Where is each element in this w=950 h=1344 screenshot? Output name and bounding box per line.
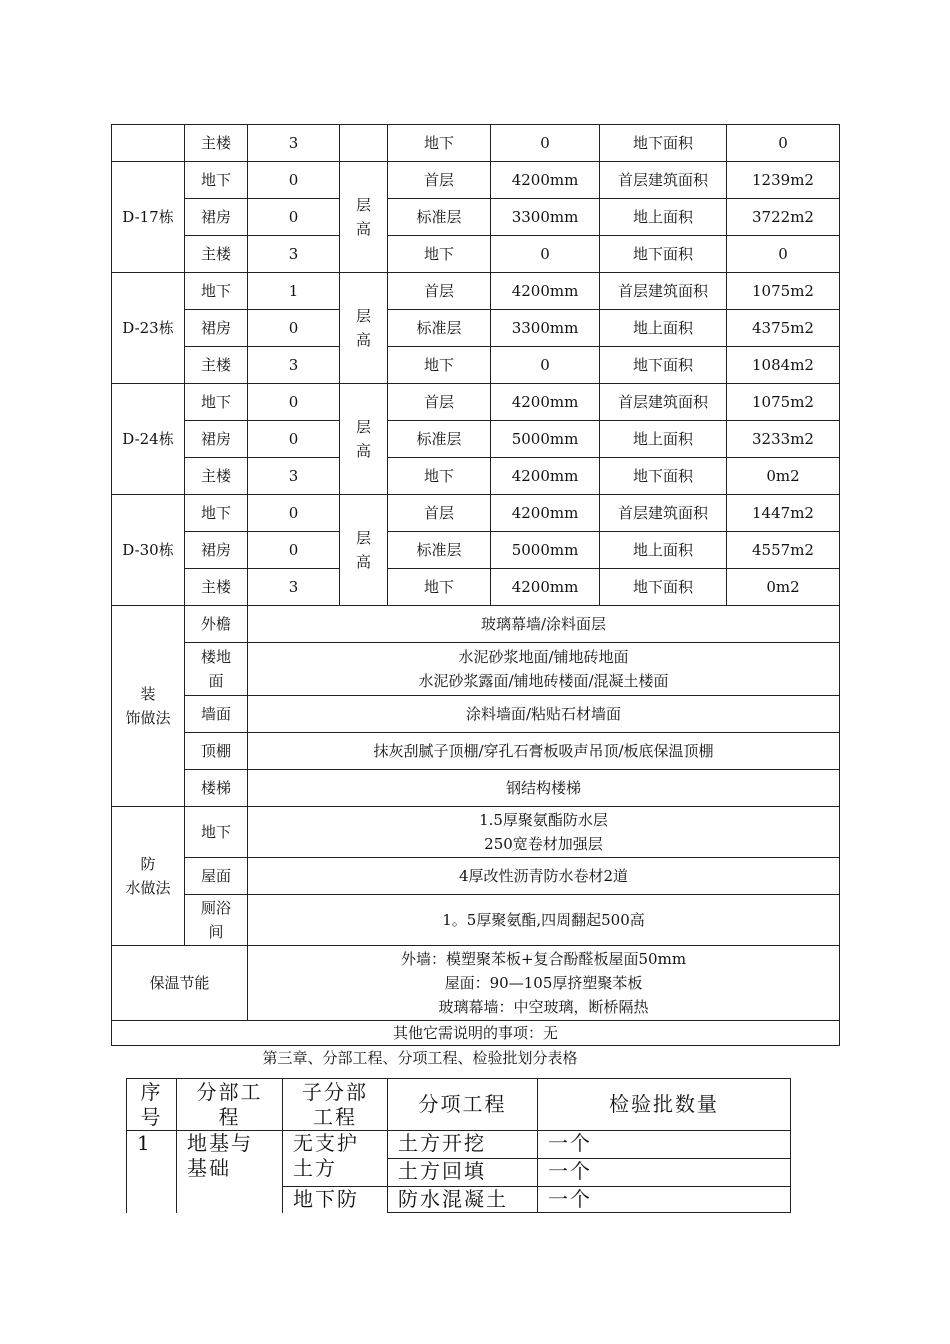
above-ground-area-value: 3722m2 — [727, 199, 840, 236]
underground-height-value: 0 — [491, 236, 600, 273]
division-row — [127, 1131, 791, 1159]
podium-value: 0 — [248, 310, 340, 347]
decoration-item-label: 外檐 — [185, 606, 248, 643]
first-floor-label: 首层 — [388, 162, 491, 199]
insulation-content: 外墙：模塑聚苯板+复合酚醛板屋面50mm 屋面：90—105厚挤塑聚苯板 玻璃幕墙：中空玻璃，断桥隔热 — [248, 946, 840, 1021]
decoration-row — [112, 733, 840, 770]
underground-area-value: 1084m2 — [727, 347, 840, 384]
waterproof-row — [112, 807, 840, 858]
waterproof-item-label: 地下 — [185, 807, 248, 858]
standard-floor-height: 5000mm — [491, 532, 600, 569]
main-building-label: 主楼 — [185, 347, 248, 384]
waterproof-item-content: 1。5厚聚氨酯,四周翻起500高 — [248, 895, 840, 946]
building-name: D-17栋 — [112, 162, 185, 273]
decoration-item-content: 玻璃幕墙/涂料面层 — [248, 606, 840, 643]
underground-area-label: 地下面积 — [600, 458, 727, 495]
first-floor-area-value: 1075m2 — [727, 384, 840, 421]
podium-label: 裙房 — [185, 199, 248, 236]
first-floor-area-label: 首层建筑面积 — [600, 495, 727, 532]
decoration-item-content: 钢结构楼梯 — [248, 770, 840, 807]
underground-value: 0 — [248, 162, 340, 199]
waterproof-row — [112, 895, 840, 946]
underground-height-label: 地下 — [388, 569, 491, 606]
underground-height-value: 0 — [491, 125, 600, 162]
first-floor-area-label: 首层建筑面积 — [600, 384, 727, 421]
underground-height-label: 地下 — [388, 236, 491, 273]
main-building-label: 主楼 — [185, 458, 248, 495]
decoration-item-label: 楼地 面 — [185, 643, 248, 696]
building-name: D-24栋 — [112, 384, 185, 495]
building-row — [112, 347, 840, 384]
standard-floor-label: 标准层 — [388, 310, 491, 347]
main-building-value: 3 — [248, 125, 340, 162]
header-division: 分部工 程 — [177, 1079, 283, 1131]
decoration-item-label: 顶棚 — [185, 733, 248, 770]
underground-label: 地下 — [185, 384, 248, 421]
project-overview-table — [111, 124, 840, 1046]
header-subdivision: 子分部 工程 — [283, 1079, 388, 1131]
top-continuation-row — [112, 125, 840, 162]
first-floor-area-value: 1239m2 — [727, 162, 840, 199]
standard-floor-height: 5000mm — [491, 421, 600, 458]
decoration-row — [112, 606, 840, 643]
underground-value: 0 — [248, 384, 340, 421]
row-item: 土方回填 — [388, 1159, 538, 1187]
underground-value: 0 — [248, 495, 340, 532]
underground-height-value: 4200mm — [491, 458, 600, 495]
decoration-item-label: 楼梯 — [185, 770, 248, 807]
first-floor-height: 4200mm — [491, 273, 600, 310]
underground-area-label: 地下面积 — [600, 236, 727, 273]
decoration-row — [112, 696, 840, 733]
row-item: 防水混凝土 — [388, 1187, 538, 1213]
underground-height-label: 地下 — [388, 347, 491, 384]
notes-row — [112, 1021, 840, 1046]
waterproof-item-label: 屋面 — [185, 858, 248, 895]
underground-area-value: 0 — [727, 125, 840, 162]
main-building-value: 3 — [248, 236, 340, 273]
waterproof-item-content: 4厚改性沥青防水卷材2道 — [248, 858, 840, 895]
header-batch-count: 检验批数量 — [538, 1079, 791, 1131]
first-floor-area-label: 首层建筑面积 — [600, 273, 727, 310]
underground-area-label: 地下面积 — [600, 347, 727, 384]
decoration-row — [112, 643, 840, 696]
above-ground-area-label: 地上面积 — [600, 421, 727, 458]
insulation-row — [112, 946, 840, 1021]
building-row — [112, 458, 840, 495]
underground-area-label: 地下面积 — [600, 569, 727, 606]
first-floor-label: 首层 — [388, 273, 491, 310]
above-ground-area-value: 4557m2 — [727, 532, 840, 569]
podium-label: 裙房 — [185, 421, 248, 458]
header-serial: 序 号 — [127, 1079, 177, 1131]
floor-height-label: 层 高 — [340, 495, 388, 606]
decoration-group-label: 装 饰做法 — [112, 606, 185, 807]
underground-height-value: 4200mm — [491, 569, 600, 606]
above-ground-area-value: 3233m2 — [727, 421, 840, 458]
underground-label: 地下 — [185, 495, 248, 532]
main-building-value: 3 — [248, 347, 340, 384]
row-batch-count: 一个 — [538, 1131, 791, 1159]
main-building-label: 主楼 — [185, 236, 248, 273]
first-floor-area-value: 1447m2 — [727, 495, 840, 532]
waterproof-group-label: 防 水做法 — [112, 807, 185, 946]
underground-label: 地下 — [185, 162, 248, 199]
main-building-value: 3 — [248, 569, 340, 606]
first-floor-height: 4200mm — [491, 162, 600, 199]
first-floor-height: 4200mm — [491, 384, 600, 421]
first-floor-label: 首层 — [388, 495, 491, 532]
building-row — [112, 532, 840, 569]
standard-floor-label: 标准层 — [388, 532, 491, 569]
division-table — [126, 1078, 791, 1213]
standard-floor-label: 标准层 — [388, 199, 491, 236]
empty-cell — [340, 125, 388, 162]
notes-text: 其他它需说明的事项：无 — [112, 1021, 840, 1046]
first-floor-label: 首层 — [388, 384, 491, 421]
underground-label: 地下 — [185, 273, 248, 310]
row-subdivision: 无支护 土方 — [283, 1131, 388, 1187]
underground-height-label: 地下 — [388, 458, 491, 495]
underground-height-value: 0 — [491, 347, 600, 384]
decoration-item-content: 抹灰刮腻子顶棚/穿孔石膏板吸声吊顶/板底保温顶棚 — [248, 733, 840, 770]
podium-label: 裙房 — [185, 310, 248, 347]
first-floor-area-label: 首层建筑面积 — [600, 162, 727, 199]
podium-label: 裙房 — [185, 532, 248, 569]
building-row — [112, 569, 840, 606]
building-row — [112, 273, 840, 310]
building-row — [112, 199, 840, 236]
empty-cell — [112, 125, 185, 162]
floor-height-label: 层 高 — [340, 162, 388, 273]
underground-value: 1 — [248, 273, 340, 310]
podium-value: 0 — [248, 532, 340, 569]
floor-height-label: 层 高 — [340, 273, 388, 384]
chapter-caption: 第三章、分部工程、分项工程、检验批划分表格 — [262, 1049, 578, 1067]
main-building-value: 3 — [248, 458, 340, 495]
row-subdivision: 地下防 — [283, 1187, 388, 1213]
waterproof-row — [112, 858, 840, 895]
underground-height-label: 地下 — [388, 125, 491, 162]
decoration-item-label: 墙面 — [185, 696, 248, 733]
podium-value: 0 — [248, 199, 340, 236]
building-row — [112, 236, 840, 273]
decoration-row — [112, 770, 840, 807]
standard-floor-height: 3300mm — [491, 199, 600, 236]
underground-area-value: 0m2 — [727, 458, 840, 495]
podium-value: 0 — [248, 421, 340, 458]
main-building-label: 主楼 — [185, 569, 248, 606]
row-batch-count: 一个 — [538, 1187, 791, 1213]
first-floor-area-value: 1075m2 — [727, 273, 840, 310]
main-building-label: 主楼 — [185, 125, 248, 162]
underground-area-label: 地下面积 — [600, 125, 727, 162]
insulation-label: 保温节能 — [112, 946, 248, 1021]
row-serial: 1 — [127, 1131, 177, 1213]
waterproof-item-label: 厕浴 间 — [185, 895, 248, 946]
waterproof-item-content: 1.5厚聚氨酯防水层 250宽卷材加强层 — [248, 807, 840, 858]
above-ground-area-label: 地上面积 — [600, 199, 727, 236]
above-ground-area-value: 4375m2 — [727, 310, 840, 347]
building-row — [112, 162, 840, 199]
building-row — [112, 384, 840, 421]
floor-height-label: 层 高 — [340, 384, 388, 495]
first-floor-height: 4200mm — [491, 495, 600, 532]
row-batch-count: 一个 — [538, 1159, 791, 1187]
underground-area-value: 0m2 — [727, 569, 840, 606]
building-name: D-30栋 — [112, 495, 185, 606]
above-ground-area-label: 地上面积 — [600, 310, 727, 347]
header-item: 分项工程 — [388, 1079, 538, 1131]
underground-area-value: 0 — [727, 236, 840, 273]
building-row — [112, 421, 840, 458]
building-row — [112, 495, 840, 532]
building-name: D-23栋 — [112, 273, 185, 384]
decoration-item-content: 涂料墙面/粘贴石材墙面 — [248, 696, 840, 733]
row-division: 地基与 基础 — [177, 1131, 283, 1213]
standard-floor-height: 3300mm — [491, 310, 600, 347]
decoration-item-content: 水泥砂浆地面/铺地砖地面 水泥砂浆露面/铺地砖楼面/混凝土楼面 — [248, 643, 840, 696]
standard-floor-label: 标准层 — [388, 421, 491, 458]
row-item: 土方开挖 — [388, 1131, 538, 1159]
building-row — [112, 310, 840, 347]
above-ground-area-label: 地上面积 — [600, 532, 727, 569]
division-header-row — [127, 1079, 791, 1131]
